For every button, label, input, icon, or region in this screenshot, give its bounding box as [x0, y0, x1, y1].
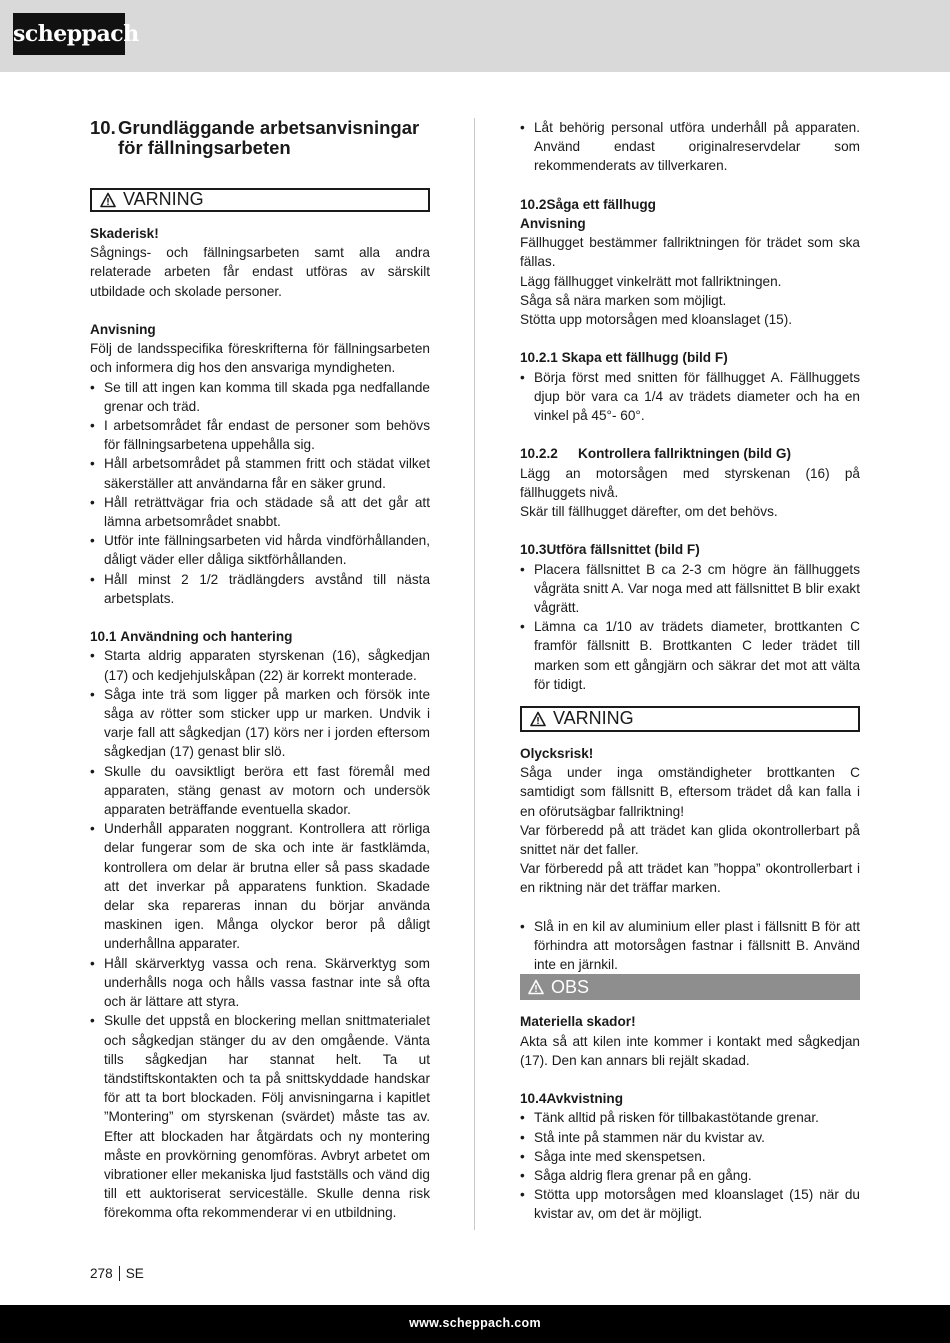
- list-item: • Tänk alltid på risken för tillbakastötande grenar.: [520, 1108, 860, 1127]
- list-item: • I arbetsområdet får endast de personer som behövs för fällningsarbetena uppehålla sig.: [90, 416, 430, 454]
- list-item: • Börja först med snitten för fällhugget A. Fällhuggets djup bör vara ca 1/4 av trädets diameter och ha en vinkel på 45°- 60°.: [520, 368, 860, 426]
- paragraph: Stötta upp motorsågen med kloanslaget (15).: [520, 312, 793, 328]
- subsection-title: Såga ett fällhugg: [546, 196, 656, 212]
- section-title: Grundläggande arbetsanvisningar för fällningsarbeten: [118, 117, 420, 158]
- list-item: • Se till att ingen kan komma till skada pga nedfallande grenar och träd.: [90, 378, 430, 416]
- warning-box: [90, 188, 430, 212]
- subsection-title: Skapa ett fällhugg (bild F): [561, 350, 728, 366]
- warning-box: [520, 706, 860, 732]
- list-item: • Såga inte med skenspetsen.: [520, 1147, 860, 1166]
- subsection-title: Kontrollera fallriktningen (bild G): [578, 446, 791, 462]
- subsection-title: Användning och hantering: [120, 629, 293, 645]
- list-item: • Skulle det uppstå en blockering mellan snittmaterialet och sågkedjan stänger du av den omgående. Vänta tills sågkedjan har stannat helt. Ta ut tändstiftskontakten och ta på snittskyddade handskar för att ta bort blockaden. Följ anvisningarna i kapitlet ”Montering” om styrskenan (svärdet) måste tas av. Efter att blockaden har åtgärdats och ny montering måste en provkörning genomföras. Avbryt arbetet om vibrationer eller mekaniska ljud fastställs och vänd dig till ett auktoriserat serviceställe. Skulle denna risk förekomma ofta rekommenderar vi en utbildning.: [90, 1011, 430, 1222]
- subsection-number: 10.2.1: [520, 350, 558, 366]
- paragraph: Lägg fällhugget vinkelrätt mot fallriktningen.: [520, 273, 782, 289]
- list-item: • Låt behörig personal utföra underhåll på apparaten. Använd endast originalreservdelar som rekommenderats av tillverkaren.: [520, 118, 860, 176]
- list-item: • Placera fällsnittet B ca 2-3 cm högre än fällhuggets vågräta snitt A. Var noga med att fällsnittet B blir exakt vågrätt.: [520, 560, 860, 618]
- usage-list: [90, 646, 430, 1222]
- warning-triangle-icon: [530, 711, 546, 727]
- list-item: • Såga aldrig flera grenar på en gång.: [520, 1166, 860, 1185]
- paragraph: Skär till fällhugget därefter, om det behövs.: [520, 504, 778, 520]
- list-item: • Utför inte fällningsarbeten vid hårda vindförhållanden, dåligt väder eller dåliga siktförhållanden.: [90, 531, 430, 569]
- header-bar: [0, 0, 950, 72]
- paragraph: Akta så att kilen inte kommer i kontakt med sågkedjan (17). Den kan annars bli rejält skadad.: [520, 1033, 860, 1068]
- subsection-number: 10.2.2: [520, 446, 558, 462]
- anvisning-title: Anvisning: [520, 216, 586, 231]
- list-item: • Håll minst 2 1/2 trädlängders avstånd till nästa arbetsplats.: [90, 570, 430, 608]
- anvisning-text: Följ de landsspecifika föreskrifterna för fällningsarbeten och informera dig hos den ansvariga myndigheten.: [90, 341, 430, 376]
- footer-separator: [119, 1266, 120, 1281]
- footer-bar: [0, 1305, 950, 1343]
- anvisning-list: [90, 378, 430, 608]
- list-item: • Lämna ca 1/10 av trädets diameter, brottkanten C framför fällsnitt B. Brottkanten C leder trädet till marken som ett gångjärn och säkrar det mot att välta för tidigt.: [520, 617, 860, 694]
- subsection-heading-10-3: [520, 540, 860, 559]
- fallsnitt-list: [520, 560, 860, 694]
- subsection-number: 10.4: [520, 1091, 547, 1107]
- avkvistning-list: [520, 1108, 860, 1223]
- website-link[interactable]: www.scheppach.com: [409, 1316, 541, 1330]
- subsection-heading-10-2-2: [520, 444, 860, 463]
- paragraph: Lägg an motorsågen med styrskenan (16) på fällhuggets nivå.: [520, 465, 860, 500]
- list-item: • Stå inte på stammen när du kvistar av.: [520, 1128, 860, 1147]
- list-item: • Skulle du oavsiktligt beröra ett fast föremål med apparaten, stäng genast av motorn och undersök apparaten beträffande eventuella skador.: [90, 762, 430, 820]
- skaderisk-title: Skaderisk!: [90, 226, 159, 241]
- paragraph: Fällhugget bestämmer fallriktningen för trädet som ska fällas.: [520, 235, 860, 270]
- list-item: • Håll reträttvägar fria och städade så att det går att lämna arbetsområdet snabbt.: [90, 493, 430, 531]
- anvisning-title: Anvisning: [90, 322, 156, 337]
- kil-list: [520, 917, 860, 975]
- subsection-number: 10.2: [520, 196, 547, 212]
- warning-label: VARNING: [553, 708, 634, 729]
- olycksrisk-title: Olycksrisk!: [520, 746, 594, 762]
- warning-triangle-icon: [528, 979, 544, 995]
- list-item: • Håll arbetsområdet på stammen fritt och städat vilket säkerställer att användarna får en säker grund.: [90, 454, 430, 492]
- fallhugg-list: [520, 368, 860, 426]
- scheppach-logo: scheppach: [13, 13, 125, 55]
- language-code: SE: [125, 1266, 144, 1281]
- materiella-title: Materiella skador!: [520, 1014, 636, 1030]
- list-item: • Håll skärverktyg vassa och rena. Skärverktyg som underhålls noga och hålls vassa fastnar inte så ofta och är lättare att styra.: [90, 954, 430, 1012]
- list-item: • Starta aldrig apparaten styrskenan (16), sågkedjan (17) och kedjehjulskåpan (22) är korrekt monterade.: [90, 646, 430, 684]
- notice-label: OBS: [551, 976, 590, 997]
- subsection-title: Utföra fällsnittet (bild F): [546, 542, 700, 558]
- page-number: 278: [90, 1266, 113, 1281]
- list-item: • Underhåll apparaten noggrant. Kontrollera att rörliga delar fungerar som de ska och inte är fastklämda, kontrollera om delar är brutna eller så pass skadade att det inverkar på apparatens funktion. Skadade delar ska repareras innan du börjar använda maskinen igen. Många olyckor beror på dåligt underhållna apparater.: [90, 819, 430, 953]
- paragraph: Var förberedd på att trädet kan ”hoppa” okontrollerbart i en riktning när det träffar marken.: [520, 861, 860, 896]
- skaderisk-text: Sågnings- och fällningsarbeten samt alla andra relaterade arbeten får endast utföras av särskilt utbildade och skolade personer.: [90, 245, 430, 299]
- right-column: [520, 118, 860, 1224]
- list-item: • Slå in en kil av aluminium eller plast i fällsnitt B för att förhindra att motorsågen fastnar i fällsnitt B. Använd inte en järnkil.: [520, 917, 860, 975]
- subsection-number: 10.1: [90, 629, 117, 645]
- column-divider: [474, 118, 475, 1230]
- list-item: • Såga inte trä som ligger på marken och försök inte såga av rötter som sticker upp ur marken. Undvik i varje fall att sågkedjan (17) körs ner i jorden eftersom sågkedjan (17) genast blir slö.: [90, 685, 430, 762]
- subsection-heading-10-2-1: [520, 348, 860, 367]
- subsection-heading-10-2: [520, 195, 860, 214]
- maintenance-list: [520, 118, 860, 176]
- section-number: 10.: [90, 117, 116, 138]
- paragraph: Såga under inga omständigheter brottkanten C samtidigt som fällsnitt B, eftersom trädet då kan falla i en oförutsägbar fallriktning!: [520, 765, 860, 819]
- page-footer: [90, 1264, 144, 1283]
- left-column: [90, 118, 430, 1223]
- paragraph: Var förberedd på att trädet kan glida okontrollerbart på snittet när det faller.: [520, 822, 860, 858]
- subsection-heading-10-4: [520, 1089, 860, 1108]
- warning-label: VARNING: [123, 189, 204, 210]
- notice-box: [520, 974, 860, 1000]
- warning-triangle-icon: [100, 192, 116, 208]
- subsection-title: Avkvistning: [546, 1091, 624, 1107]
- paragraph: Såga så nära marken som möjligt.: [520, 292, 727, 308]
- subsection-heading-10-1: [90, 627, 430, 646]
- list-item: • Stötta upp motorsågen med kloanslaget (15) när du kvistar av, om det är möjligt.: [520, 1185, 860, 1223]
- section-heading: [90, 118, 430, 158]
- subsection-number: 10.3: [520, 542, 547, 558]
